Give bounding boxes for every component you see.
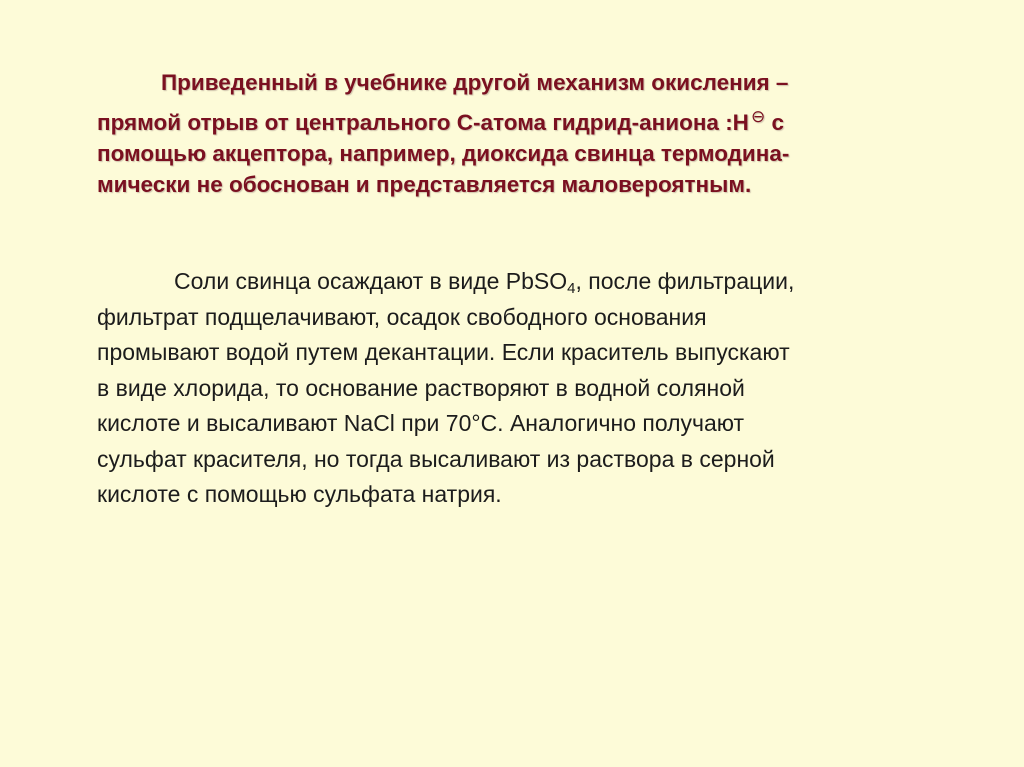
procedure-line-3: промывают водой путем декантации. Если краситель выпускают xyxy=(97,339,790,365)
procedure-line-6: сульфат красителя, но тогда высаливают из раствора в серной xyxy=(97,445,775,472)
procedure-line-1-text: Соли свинца осаждают в виде PbSO xyxy=(174,268,568,294)
mechanism-line-3: помощью акцептора, например, диоксида свинца термодина- xyxy=(97,141,790,166)
mechanism-line-2: прямой отрыв от центрального С-атома гидрид-аниона :H ⊖ с xyxy=(97,107,784,135)
procedure-paragraph xyxy=(97,264,977,513)
procedure-line-7: кислоте с помощью сульфата натрия. xyxy=(97,481,502,507)
formula-subscript: 4 xyxy=(567,280,576,297)
procedure-line-2: фильтрат подщелачивают, осадок свободного основания xyxy=(97,303,707,330)
mechanism-line-2-end: с xyxy=(765,110,784,135)
mechanism-line-2-text: прямой отрыв от центрального С-атома гидрид-аниона xyxy=(97,110,726,135)
hydride-symbol: :H xyxy=(725,110,749,135)
procedure-line-1-end: , после фильтрации, xyxy=(575,268,795,294)
mechanism-line-4: мически не обоснован и представляется маловероятным. xyxy=(97,172,752,197)
mechanism-line-1: Приведенный в учебнике другой механизм окисления – xyxy=(161,70,789,95)
mechanism-paragraph xyxy=(97,67,917,200)
procedure-line-1 xyxy=(97,264,977,300)
procedure-line-4: в виде хлорида, то основание растворяют в водной соляной xyxy=(97,374,745,401)
procedure-line-5: кислоте и высаливают NaCl при 70°С. Аналогично получают xyxy=(97,410,745,436)
